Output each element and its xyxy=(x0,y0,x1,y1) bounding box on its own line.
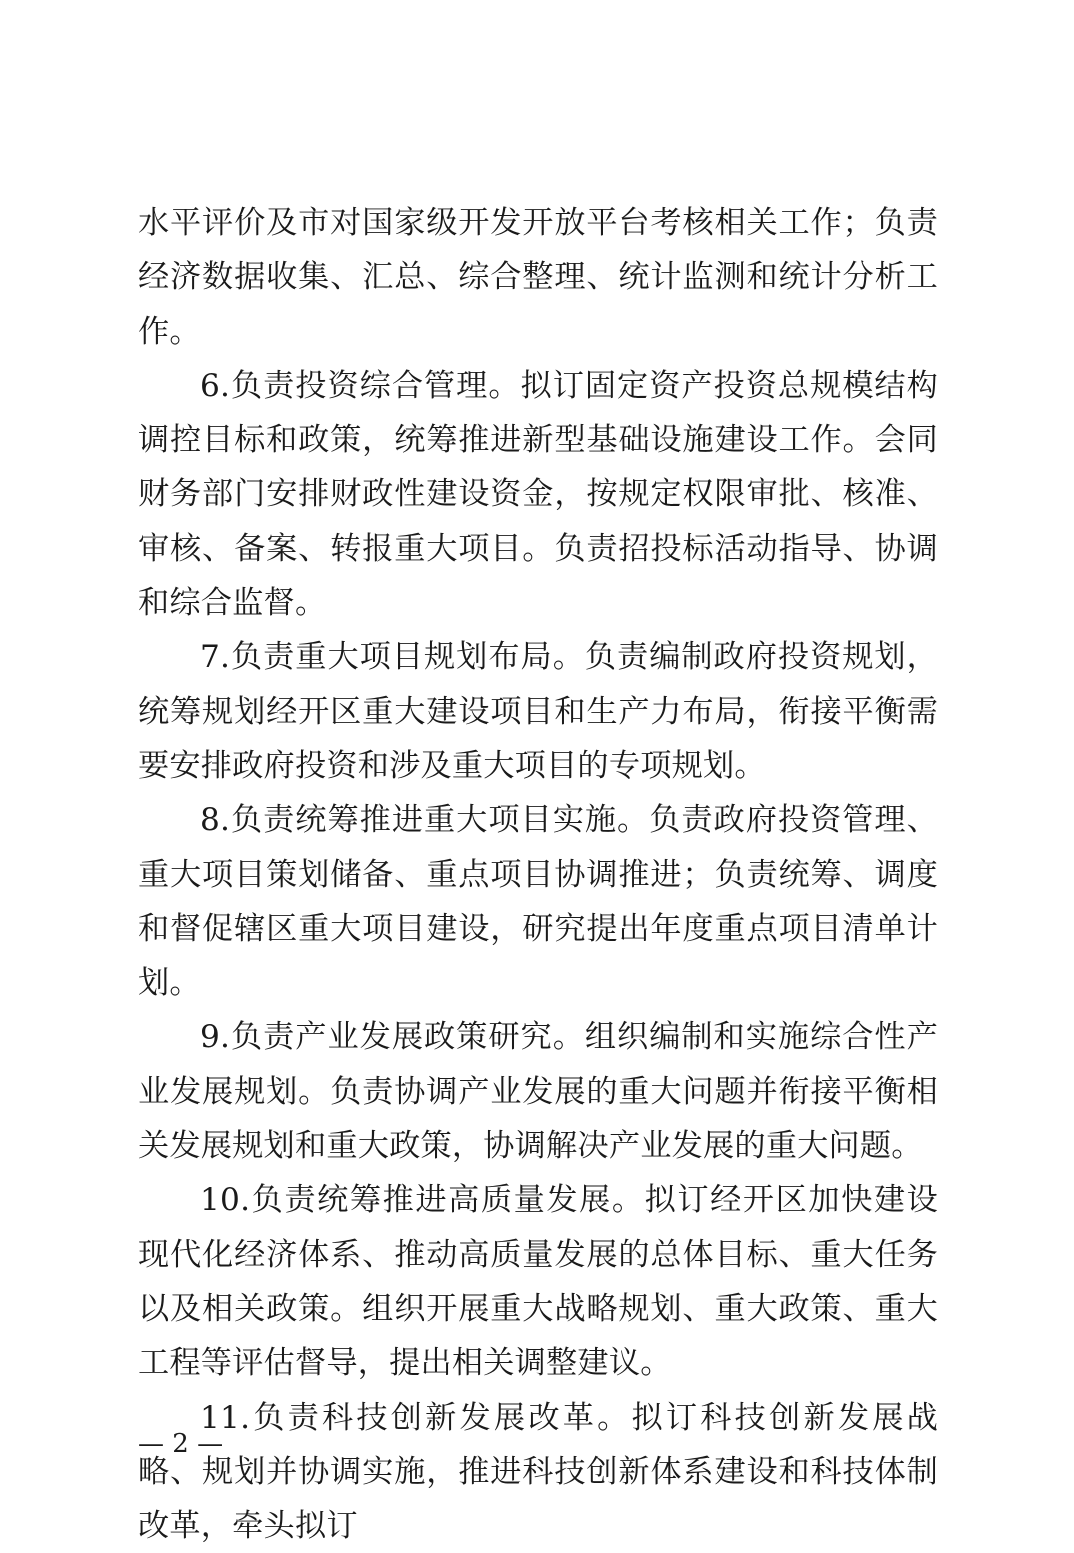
paragraph-item-10: 10.负责统筹推进高质量发展。拟订经开区加快建设现代化经济体系、推动高质量发展的总体目标、重大任务以及相关政策。组织开展重大战略规划、重大政策、重大工程等评估督导，提出相关调整建议。 xyxy=(138,1182,938,1382)
document-body xyxy=(138,196,938,1553)
paragraph-item-8: 8.负责统筹推进重大项目实施。负责政府投资管理、重大项目策划储备、重点项目协调推进；负责统筹、调度和督促辖区重大项目建设，研究提出年度重点项目清单计划。 xyxy=(138,802,938,1002)
paragraph-item-9: 9.负责产业发展政策研究。组织编制和实施综合性产业发展规划。负责协调产业发展的重大问题并衔接平衡相关发展规划和重大政策，协调解决产业发展的重大问题。 xyxy=(138,1019,938,1165)
page-number: — 2 — xyxy=(138,1429,224,1459)
paragraph-item-11: 11.负责科技创新发展改革。拟订科技创新发展战略、规划并协调实施，推进科技创新体系建设和科技体制改革，牵头拟订 xyxy=(138,1399,938,1545)
paragraph-item-7: 7.负责重大项目规划布局。负责编制政府投资规划，统筹规划经开区重大建设项目和生产力布局，衔接平衡需要安排政府投资和涉及重大项目的专项规划。 xyxy=(138,639,938,784)
paragraph-item-6: 6.负责投资综合管理。拟订固定资产投资总规模结构调控目标和政策，统筹推进新型基础设施建设工作。会同财务部门安排财政性建设资金，按规定权限审批、核准、审核、备案、转报重大项目。负责招投标活动指导、协调和综合监督。 xyxy=(138,367,938,622)
paragraph-continuation: 水平评价及市对国家级开发开放平台考核相关工作；负责经济数据收集、汇总、综合整理、统计监测和统计分析工作。 xyxy=(138,205,938,350)
